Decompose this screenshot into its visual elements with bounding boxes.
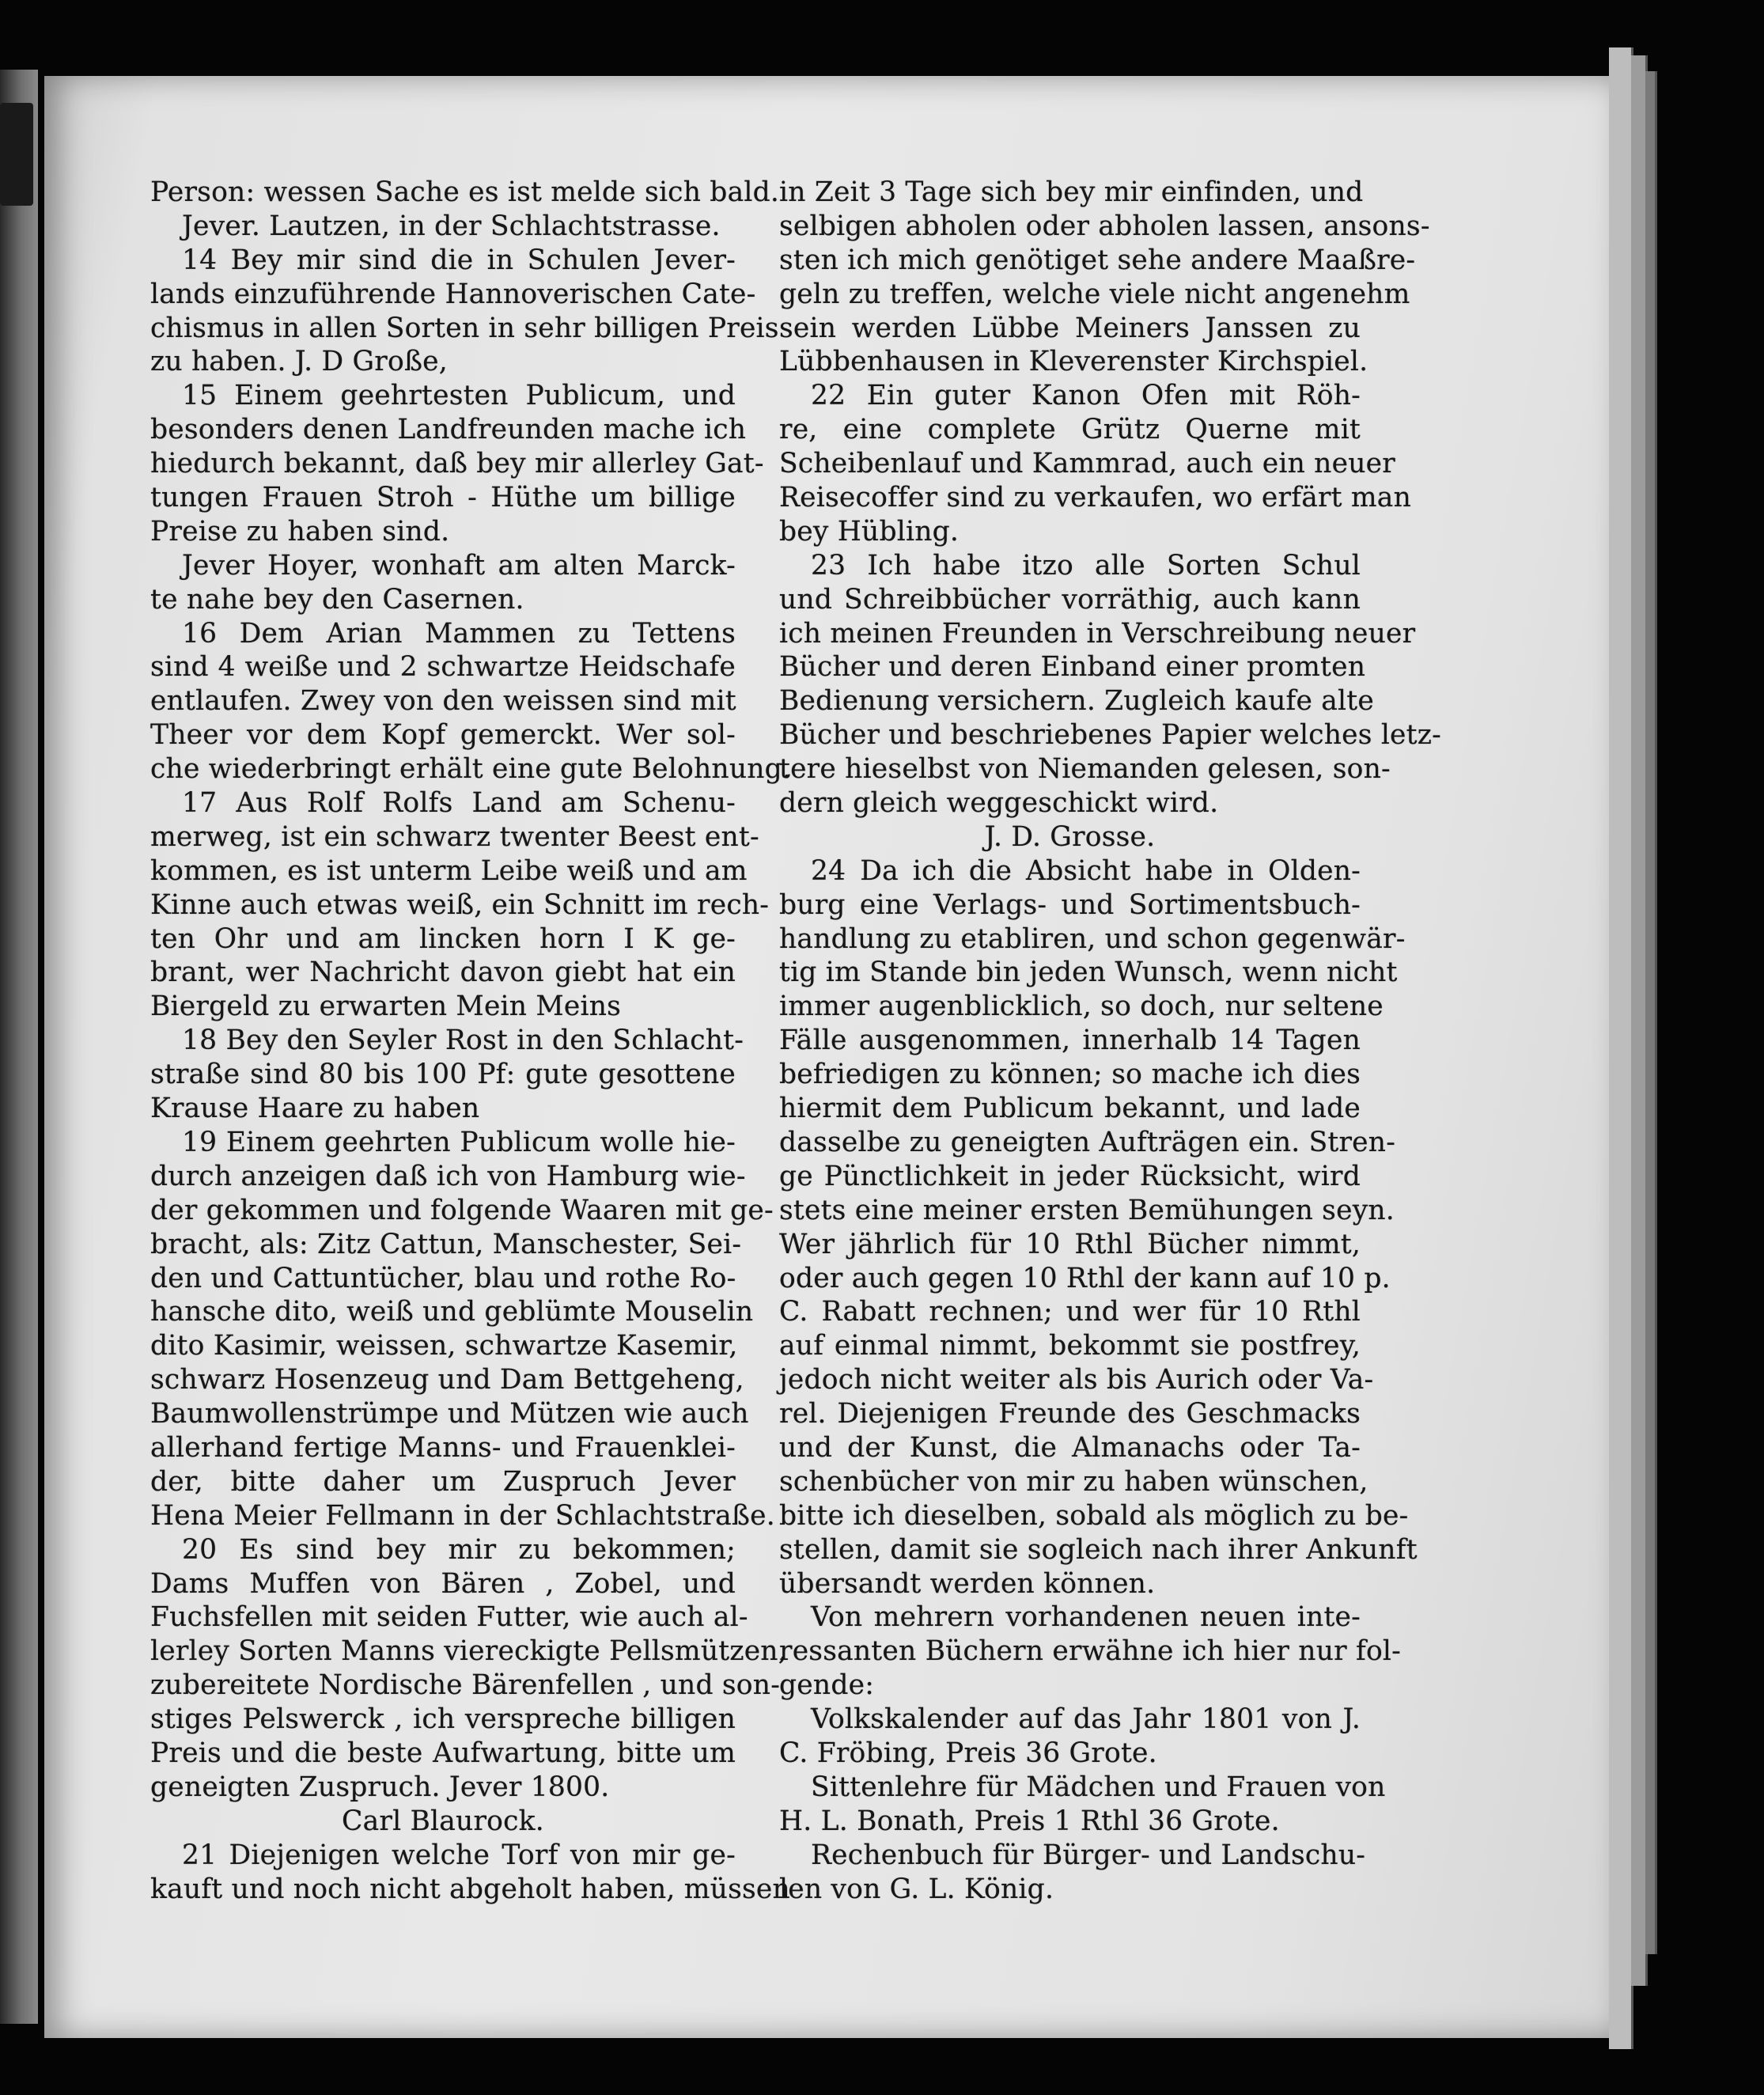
- text-line: re, eine complete Grütz Querne mit: [779, 414, 1361, 446]
- text-line: 17 Aus Rolf Rolfs Land am Schenu-: [182, 787, 736, 820]
- text-line: 22 Ein guter Kanon Ofen mit Röh-: [811, 380, 1361, 412]
- text-line: zu haben. J. D Große,: [150, 346, 448, 378]
- text-line: stiges Pelswerck , ich verspreche billigen: [150, 1703, 736, 1736]
- left-column: [150, 176, 792, 1906]
- text-line: den und Cattuntücher, blau und rothe Ro-: [150, 1262, 736, 1294]
- text-line: 19 Einem geehrten Publicum wolle hie-: [182, 1126, 736, 1158]
- text-line: durch anzeigen daß ich von Hamburg wie-: [150, 1160, 746, 1192]
- text-line: dasselbe zu geneigten Aufträgen ein. Stren-: [779, 1126, 1396, 1158]
- text-line: bitte ich dieselben, sobald als möglich zu be-: [779, 1499, 1409, 1532]
- text-line: hansche dito, weiß und geblümte Mouselin: [150, 1296, 754, 1328]
- text-line: Rechenbuch für Bürger- und Landschu-: [811, 1839, 1366, 1871]
- text-line: tungen Frauen Stroh - Hüthe um billige: [150, 482, 736, 514]
- text-line: bey Hübling.: [779, 515, 960, 547]
- text-line: zubereitete Nordische Bärenfellen , und son-: [150, 1669, 781, 1702]
- text-line: 15 Einem geehrtesten Publicum, und: [182, 380, 736, 412]
- text-line: che wiederbringt erhält eine gute Belohnung.: [150, 753, 792, 786]
- text-line: 21 Diejenigen welche Torf von mir ge-: [182, 1839, 736, 1871]
- text-line: Sittenlehre für Mädchen und Frauen von: [811, 1771, 1386, 1803]
- text-line: Reisecoffer sind zu verkaufen, wo erfärt man: [779, 482, 1411, 514]
- text-line: H. L. Bonath, Preis 1 Rthl 36 Grote.: [779, 1805, 1280, 1837]
- text-line: immer augenblicklich, so doch, nur seltene: [779, 991, 1384, 1023]
- text-line: kommen, es ist unterm Leibe weiß und am: [150, 854, 748, 887]
- text-line: Scheibenlauf und Kammrad, auch ein neuer: [779, 448, 1395, 480]
- text-line: stellen, damit sie sogleich nach ihrer Ankunft: [779, 1533, 1418, 1566]
- text-line: Kinne auch etwas weiß, ein Schnitt im rech-: [150, 888, 770, 921]
- text-line: Wer jährlich für 10 Rthl Bücher nimmt,: [779, 1228, 1361, 1260]
- text-line: geneigten Zuspruch. Jever 1800.: [150, 1771, 610, 1803]
- text-line: Volkskalender auf das Jahr 1801 von J.: [811, 1703, 1361, 1736]
- text-line: und Schreibbücher vorräthig, auch kann: [779, 583, 1361, 616]
- text-line: lerley Sorten Manns viereckigte Pellsmützen,: [150, 1635, 787, 1668]
- text-line: 23 Ich habe itzo alle Sorten Schul: [811, 549, 1361, 582]
- text-line: schenbücher von mir zu haben wünschen,: [779, 1465, 1368, 1498]
- text-line: ich meinen Freunden in Verschreibung neuer: [779, 617, 1416, 650]
- text-line: Person: wessen Sache es ist melde sich bald.: [150, 176, 780, 208]
- text-line: 24 Da ich die Absicht habe in Olden-: [811, 854, 1361, 887]
- facing-page-shadow: [0, 103, 33, 206]
- text-line: kauft und noch nicht abgeholt haben, müssen: [150, 1873, 790, 1905]
- text-line: allerhand fertige Manns- und Frauenklei-: [150, 1431, 736, 1464]
- text-line: oder auch gegen 10 Rthl der kann auf 10 p.: [779, 1262, 1391, 1294]
- facing-page-edge: [0, 70, 38, 2024]
- text-line: handlung zu etabliren, und schon gegenwär-: [779, 922, 1406, 955]
- text-line: hiedurch bekannt, daß bey mir allerley Gat-: [150, 448, 764, 480]
- text-line: Lübbenhausen in Kleverenster Kirchspiel.: [779, 346, 1368, 378]
- text-line: straße sind 80 bis 100 Pf: gute gesottene: [150, 1059, 736, 1091]
- text-line: geln zu treffen, welche viele nicht angenehm: [779, 278, 1410, 310]
- text-line: Theer vor dem Kopf gemerckt. Wer sol-: [150, 719, 736, 752]
- text-line: Hena Meier Fellmann in der Schlachtstraße.: [150, 1499, 775, 1532]
- text-line: gende:: [779, 1669, 875, 1702]
- text-line: besonders denen Landfreunden mache ich: [150, 414, 747, 446]
- text-line: Biergeld zu erwarten Mein Meins: [150, 991, 622, 1023]
- text-line: Carl Blaurock.: [342, 1805, 544, 1837]
- text-line: J. D. Grosse.: [984, 820, 1156, 853]
- text-line: jedoch nicht weiter als bis Aurich oder Va-: [779, 1364, 1374, 1396]
- text-line: chismus in allen Sorten in sehr billigen Preis: [150, 312, 779, 344]
- text-line: selbigen abholen oder abholen lassen, ansons-: [779, 210, 1430, 242]
- text-line: Bedienung versichern. Zugleich kaufe alte: [779, 685, 1374, 718]
- text-line: auf einmal nimmt, bekommt sie postfrey,: [779, 1330, 1361, 1362]
- text-line: stets eine meiner ersten Bemühungen seyn.: [779, 1194, 1395, 1226]
- text-line: sind 4 weiße und 2 schwartze Heidschafe: [150, 651, 736, 684]
- text-line: Bücher und beschriebenes Papier welches letz-: [779, 719, 1441, 752]
- text-line: Dams Muffen von Bären , Zobel, und: [150, 1567, 736, 1600]
- text-line: schwarz Hosenzeug und Dam Bettgeheng,: [150, 1364, 744, 1396]
- text-line: und der Kunst, die Almanachs oder Ta-: [779, 1431, 1361, 1464]
- text-line: lands einzuführende Hannoverischen Cate-: [150, 278, 756, 310]
- text-line: sein werden Lübbe Meiners Janssen zu: [779, 312, 1361, 344]
- text-line: 14 Bey mir sind die in Schulen Jever-: [182, 244, 736, 276]
- page-stack-edge: [1645, 71, 1657, 1954]
- text-line: C. Fröbing, Preis 36 Grote.: [779, 1737, 1157, 1769]
- text-line: tere hieselbst von Niemanden gelesen, son-: [779, 753, 1391, 786]
- text-line: Fälle ausgenommen, innerhalb 14 Tagen: [779, 1025, 1361, 1057]
- text-line: dern gleich weggeschickt wird.: [779, 787, 1219, 820]
- text-line: dito Kasimir, weissen, schwartze Kasemir,: [150, 1330, 738, 1362]
- right-column: [779, 176, 1441, 1906]
- text-line: brant, wer Nachricht davon giebt hat ein: [150, 957, 736, 989]
- text-line: burg eine Verlags- und Sortimentsbuch-: [779, 888, 1361, 921]
- text-line: Von mehrern vorhandenen neuen inte-: [811, 1601, 1361, 1634]
- text-line: befriedigen zu können; so mache ich dies: [779, 1059, 1361, 1091]
- text-line: der, bitte daher um Zuspruch Jever: [150, 1465, 736, 1498]
- text-line: 20 Es sind bey mir zu bekommen;: [182, 1533, 736, 1566]
- text-line: rel. Diejenigen Freunde des Geschmacks: [779, 1398, 1361, 1430]
- text-line: 16 Dem Arian Mammen zu Tettens: [182, 617, 736, 650]
- text-line: len von G. L. König.: [779, 1873, 1054, 1905]
- text-line: Preis und die beste Aufwartung, bitte um: [150, 1737, 736, 1769]
- text-line: 18 Bey den Seyler Rost in den Schlacht-: [182, 1025, 744, 1057]
- text-line: Jever Hoyer, wonhaft am alten Marck-: [182, 549, 736, 582]
- text-line: tig im Stande bin jeden Wunsch, wenn nicht: [779, 957, 1398, 989]
- text-line: entlaufen. Zwey von den weissen sind mit: [150, 685, 736, 718]
- text-line: in Zeit 3 Tage sich bey mir einfinden, und: [779, 176, 1364, 208]
- text-line: merweg, ist ein schwarz twenter Beest ent-: [150, 820, 759, 853]
- text-line: te nahe bey den Casernen.: [150, 583, 524, 616]
- text-line: C. Rabatt rechnen; und wer für 10 Rthl: [779, 1296, 1361, 1328]
- text-line: übersandt werden können.: [779, 1567, 1156, 1600]
- text-line: sten ich mich genötiget sehe andere Maaßre-: [779, 244, 1416, 276]
- text-line: Fuchsfellen mit seiden Futter, wie auch al-: [150, 1601, 748, 1634]
- text-line: hiermit dem Publicum bekannt, und lade: [779, 1093, 1361, 1125]
- text-line: ge Pünctlichkeit in jeder Rücksicht, wird: [779, 1160, 1361, 1192]
- page-stack-edge: [1609, 47, 1633, 2049]
- text-line: bracht, als: Zitz Cattun, Manschester, Sei-: [150, 1228, 742, 1260]
- text-line: Preise zu haben sind.: [150, 515, 450, 547]
- text-line: der gekommen und folgende Waaren mit ge-: [150, 1194, 774, 1226]
- text-line: Jever. Lautzen, in der Schlachtstrasse.: [182, 210, 721, 242]
- text-line: ten Ohr und am lincken horn I K ge-: [150, 922, 736, 955]
- text-line: Krause Haare zu haben: [150, 1093, 480, 1125]
- text-line: Baumwollenstrümpe und Mützen wie auch: [150, 1398, 749, 1430]
- text-line: ressanten Büchern erwähne ich hier nur fol-: [779, 1635, 1402, 1668]
- text-line: Bücher und deren Einband einer promten: [779, 651, 1366, 684]
